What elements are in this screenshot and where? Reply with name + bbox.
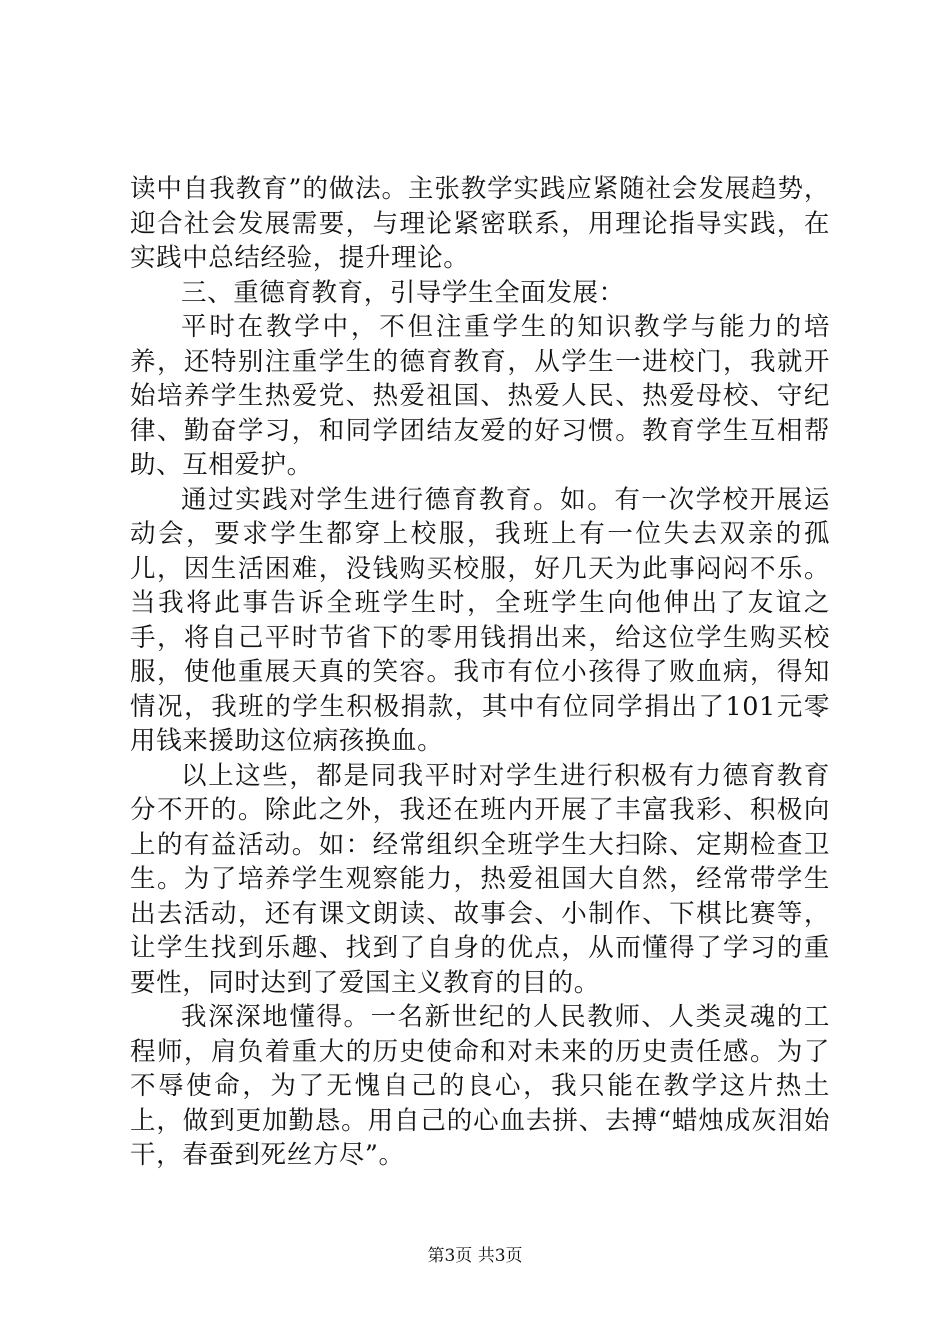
paragraph-practice-example: 通过实践对学生进行德育教育。如。有一次学校开展运动会，要求学生都穿上校服，我班上有一位失去双亲的孤儿，因生活困难，没钱购买校服，好几天为此事闷闷不乐。当我将此事告诉全班学生时，全班学生向他伸出了友谊之手，将自己平时节省下的零用钱捐出来，给这位学生购买校服，使他重展天真的笑容。我市有位小孩得了败血病，得知情况，我班的学生积极捐款，其中有位同学捐出了101元零用钱来援助这位病孩换血。 (130, 484, 830, 756)
paragraph-conclusion: 我深深地懂得。一名新世纪的人民教师、人类灵魂的工程师，肩负着重大的历史使命和对未来的历史责任感。为了不辱使命，为了无愧自己的良心，我只能在教学这片热土上，做到更加勤恳。用自己的心血去拼、去搏“蜡烛成灰泪始干，春蚕到死丝方尽”。 (130, 1002, 830, 1170)
paragraph-activities: 以上这些，都是同我平时对学生进行积极有力德育教育分不开的。除此之外，我还在班内开展了丰富我彩、积极向上的有益活动。如：经常组织全班学生大扫除、定期检查卫生。为了培养学生观察能力，热爱祖国大自然，经常带学生出去活动，还有课文朗读、故事会、小制作、下棋比赛等，让学生找到乐趣、找到了自身的优点，从而懂得了学习的重要性，同时达到了爱国主义教育的目的。 (130, 760, 830, 998)
document-body (130, 172, 830, 1173)
page-number-footer: 第3页 共3页 (427, 1246, 523, 1266)
section-heading: 三、重德育教育，引导学生全面发展： (181, 277, 625, 308)
paragraph-moral-education: 平时在教学中，不但注重学生的知识教学与能力的培养，还特别注重学生的德育教育，从学生一进校门，我就开始培养学生热爱党、热爱祖国、热爱人民、热爱母校、守纪律、勤奋学习，和同学团结友爱的好习惯。教育学生互相帮助、互相爱护。 (130, 312, 830, 480)
paragraph-continuation: 读中自我教育”的做法。主张教学实践应紧随社会发展趋势，迎合社会发展需要，与理论紧密联系，用理论指导实践，在实践中总结经验，提升理论。 (130, 174, 830, 273)
